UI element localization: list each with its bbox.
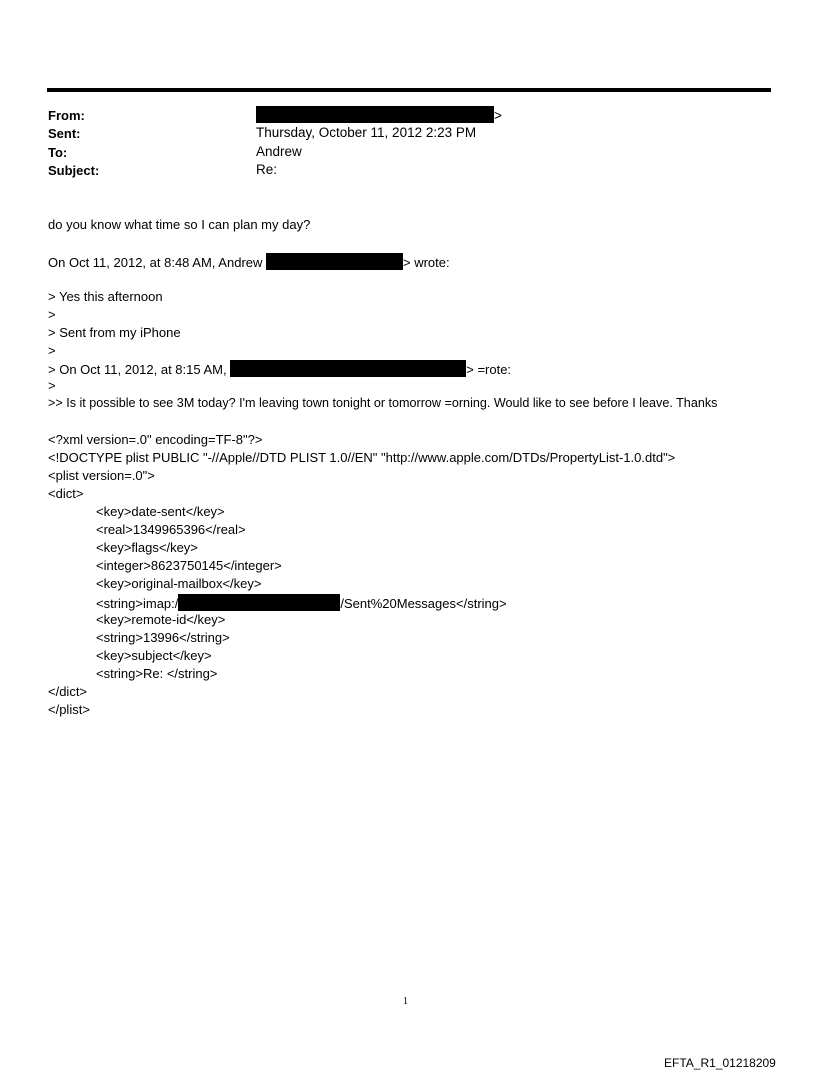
plist-line-text: <string>imap:/ bbox=[96, 596, 179, 611]
quote-line: > bbox=[48, 378, 56, 393]
from-label: From: bbox=[48, 108, 85, 123]
plist-line: <plist version=.0"> bbox=[48, 468, 155, 483]
plist-line: <real>1349965396</real> bbox=[96, 522, 246, 537]
plist-line: <key>flags</key> bbox=[96, 540, 198, 555]
redaction-block bbox=[178, 594, 340, 611]
plist-line: <!DOCTYPE plist PUBLIC "-//Apple//DTD PLIST 1.0//EN" "http://www.apple.com/DTDs/PropertyList-1.0.dtd"> bbox=[48, 450, 676, 465]
redaction-block bbox=[230, 360, 466, 377]
plist-line: <string>Re: </string> bbox=[96, 666, 218, 681]
from-suffix: > bbox=[494, 108, 502, 123]
plist-line: <key>subject</key> bbox=[96, 648, 212, 663]
plist-line-suffix: /Sent%20Messages</string> bbox=[340, 596, 507, 611]
plist-line: <key>remote-id</key> bbox=[96, 612, 226, 627]
plist-line: <integer>8623750145</integer> bbox=[96, 558, 282, 573]
plist-line: <?xml version=.0" encoding=TF-8"?> bbox=[48, 432, 263, 447]
quote-line-text: > On Oct 11, 2012, at 8:15 AM, bbox=[48, 362, 231, 377]
quote-intro-text: On Oct 11, 2012, at 8:48 AM, Andrew bbox=[48, 255, 266, 270]
quote-line bbox=[48, 360, 511, 377]
sent-label: Sent: bbox=[48, 126, 81, 141]
quote-intro bbox=[48, 253, 450, 270]
quote-intro-suffix: > wrote: bbox=[403, 255, 450, 270]
plist-line: <dict> bbox=[48, 486, 84, 501]
page-number: 1 bbox=[403, 996, 408, 1007]
quote-line: > Yes this afternoon bbox=[48, 289, 163, 304]
subject-label: Subject: bbox=[48, 163, 100, 178]
plist-line: <key>date-sent</key> bbox=[96, 504, 225, 519]
sent-value: Thursday, October 11, 2012 2:23 PM bbox=[256, 125, 477, 140]
body-line: do you know what time so I can plan my day? bbox=[48, 217, 311, 232]
redaction-block bbox=[256, 106, 494, 123]
quote-line: > bbox=[48, 307, 56, 322]
quote-line-suffix: > =rote: bbox=[466, 362, 512, 377]
plist-line bbox=[96, 594, 507, 611]
plist-line: </dict> bbox=[48, 684, 88, 699]
to-label: To: bbox=[48, 145, 68, 160]
subject-value: Re: bbox=[256, 162, 278, 177]
plist-line: <string>13996</string> bbox=[96, 630, 230, 645]
bates-number: EFTA_R1_01218209 bbox=[664, 1056, 776, 1070]
from-value bbox=[256, 106, 502, 123]
redaction-block bbox=[266, 253, 403, 270]
quote-line: > Sent from my iPhone bbox=[48, 325, 181, 340]
quote-line: > bbox=[48, 343, 56, 358]
to-value: Andrew bbox=[256, 144, 302, 159]
header-rule bbox=[47, 88, 771, 92]
plist-line: <key>original-mailbox</key> bbox=[96, 576, 262, 591]
quote-line: >> Is it possible to see 3M today? I'm leaving town tonight or tomorrow =orning. Would like to see before I leave. Thanks bbox=[48, 396, 718, 410]
plist-line: </plist> bbox=[48, 702, 90, 717]
